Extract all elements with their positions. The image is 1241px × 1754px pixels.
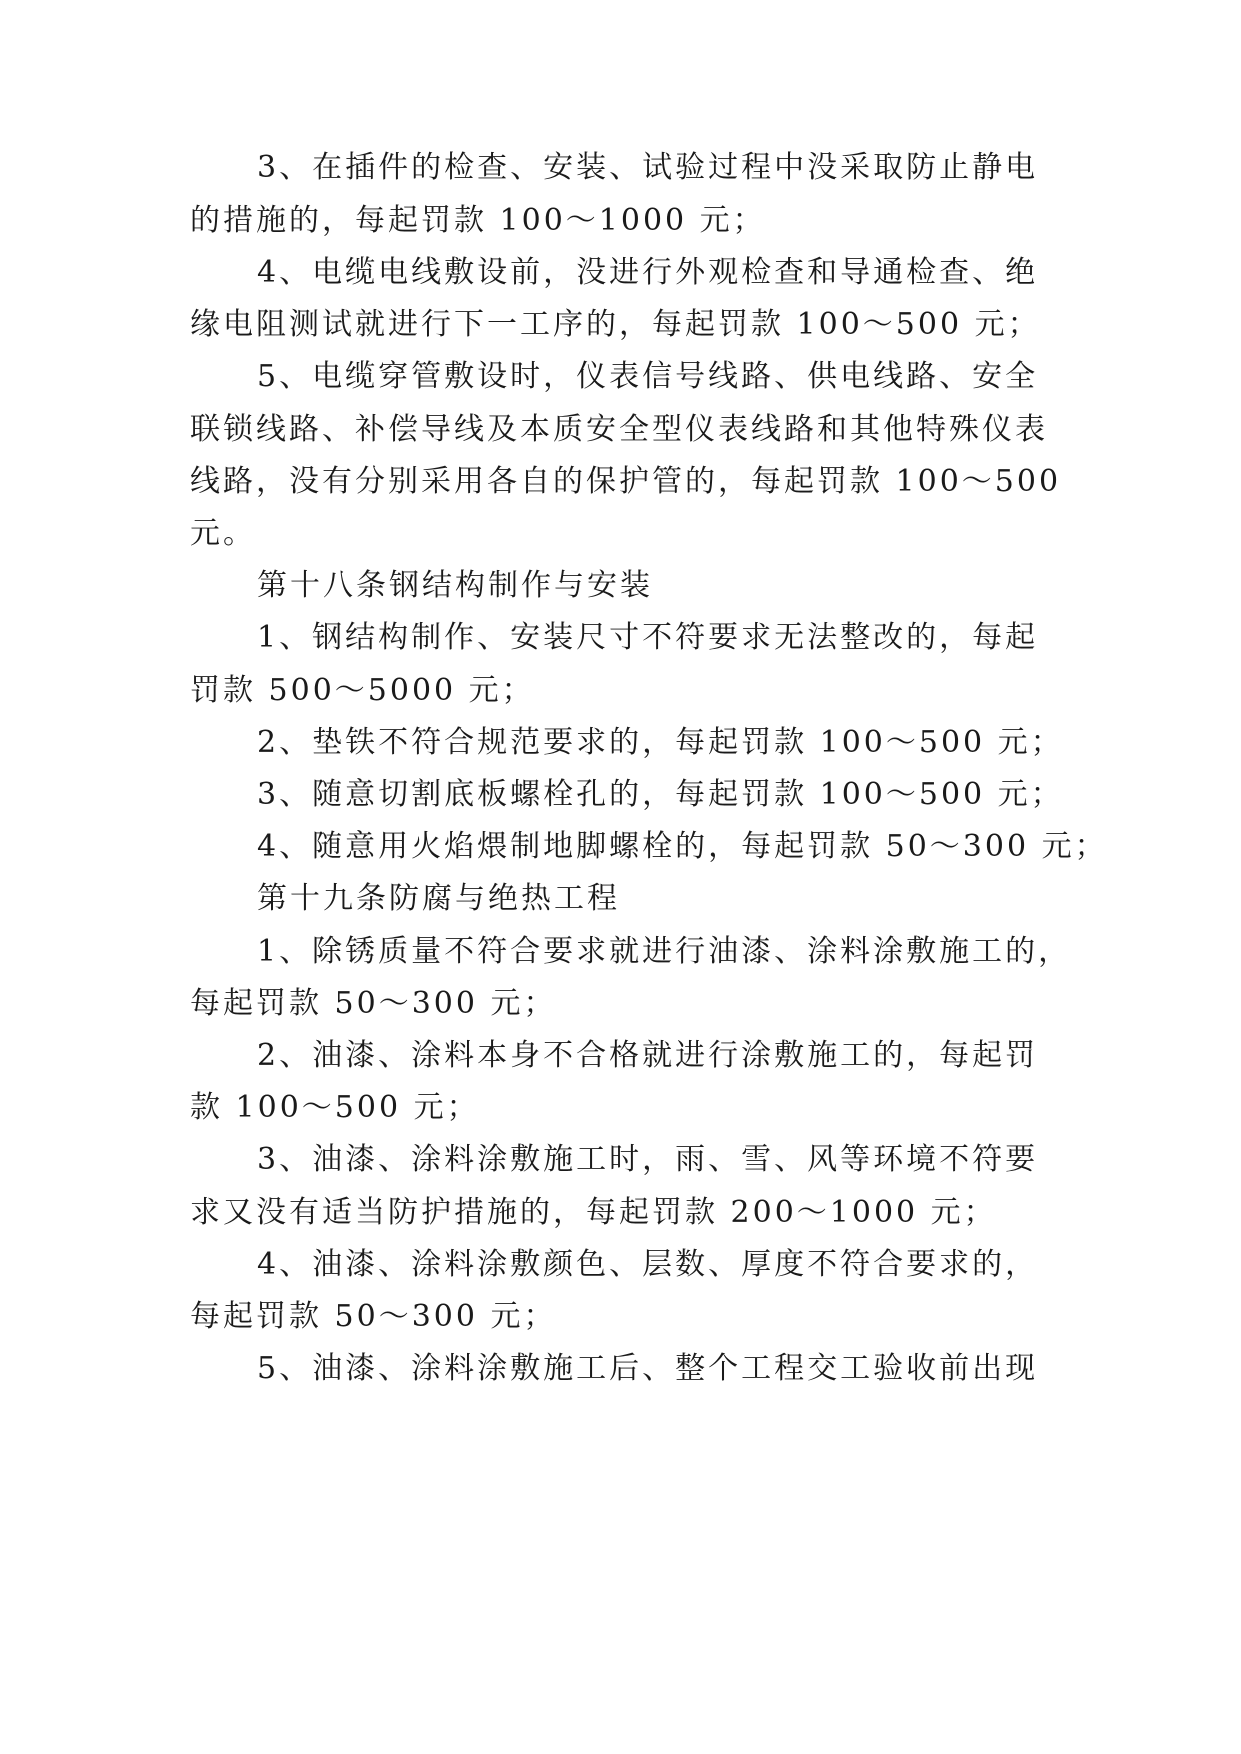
text-line: 的措施的，每起罚款 100～1000 元； [190, 203, 766, 238]
text-line: 1、钢结构制作、安装尺寸不符要求无法整改的，每起 [257, 620, 1039, 655]
text-line: 4、随意用火焰煨制地脚螺栓的，每起罚款 50～300 元； [257, 829, 1108, 864]
text-line: 2、垫铁不符合规范要求的，每起罚款 100～500 元； [257, 725, 1064, 760]
text-line: 款 100～500 元； [190, 1090, 480, 1125]
section-heading: 第十八条钢结构制作与安装 [257, 568, 653, 603]
text-line: 罚款 500～5000 元； [190, 673, 535, 708]
text-line: 3、油漆、涂料涂敷施工时，雨、雪、风等环境不符要 [257, 1142, 1039, 1177]
text-line: 1、除锈质量不符合要求就进行油漆、涂料涂敷施工的， [257, 934, 1072, 969]
text-line: 3、在插件的检查、安装、试验过程中没采取防止静电 [257, 150, 1039, 185]
text-line: 4、电缆电线敷设前，没进行外观检查和导通检查、绝 [257, 255, 1039, 290]
section-heading: 第十九条防腐与绝热工程 [257, 881, 620, 916]
text-line: 5、电缆穿管敷设时，仪表信号线路、供电线路、安全 [257, 359, 1039, 394]
text-line: 2、油漆、涂料本身不合格就进行涂敷施工的，每起罚 [257, 1038, 1039, 1073]
text-line: 每起罚款 50～300 元； [190, 1299, 557, 1334]
text-line: 每起罚款 50～300 元； [190, 986, 557, 1021]
text-line: 4、油漆、涂料涂敷颜色、层数、厚度不符合要求的， [257, 1247, 1039, 1282]
text-line: 求又没有适当防护措施的，每起罚款 200～1000 元； [190, 1195, 997, 1230]
text-line: 5、油漆、涂料涂敷施工后、整个工程交工验收前出现 [257, 1351, 1039, 1386]
text-line: 元。 [190, 516, 256, 551]
text-line: 3、随意切割底板螺栓孔的，每起罚款 100～500 元； [257, 777, 1064, 812]
text-line: 缘电阻测试就进行下一工序的，每起罚款 100～500 元； [190, 307, 1041, 342]
text-line: 联锁线路、补偿导线及本质安全型仪表线路和其他特殊仪表 [190, 412, 1048, 447]
text-line: 线路，没有分别采用各自的保护管的，每起罚款 100～500 [190, 464, 1062, 499]
